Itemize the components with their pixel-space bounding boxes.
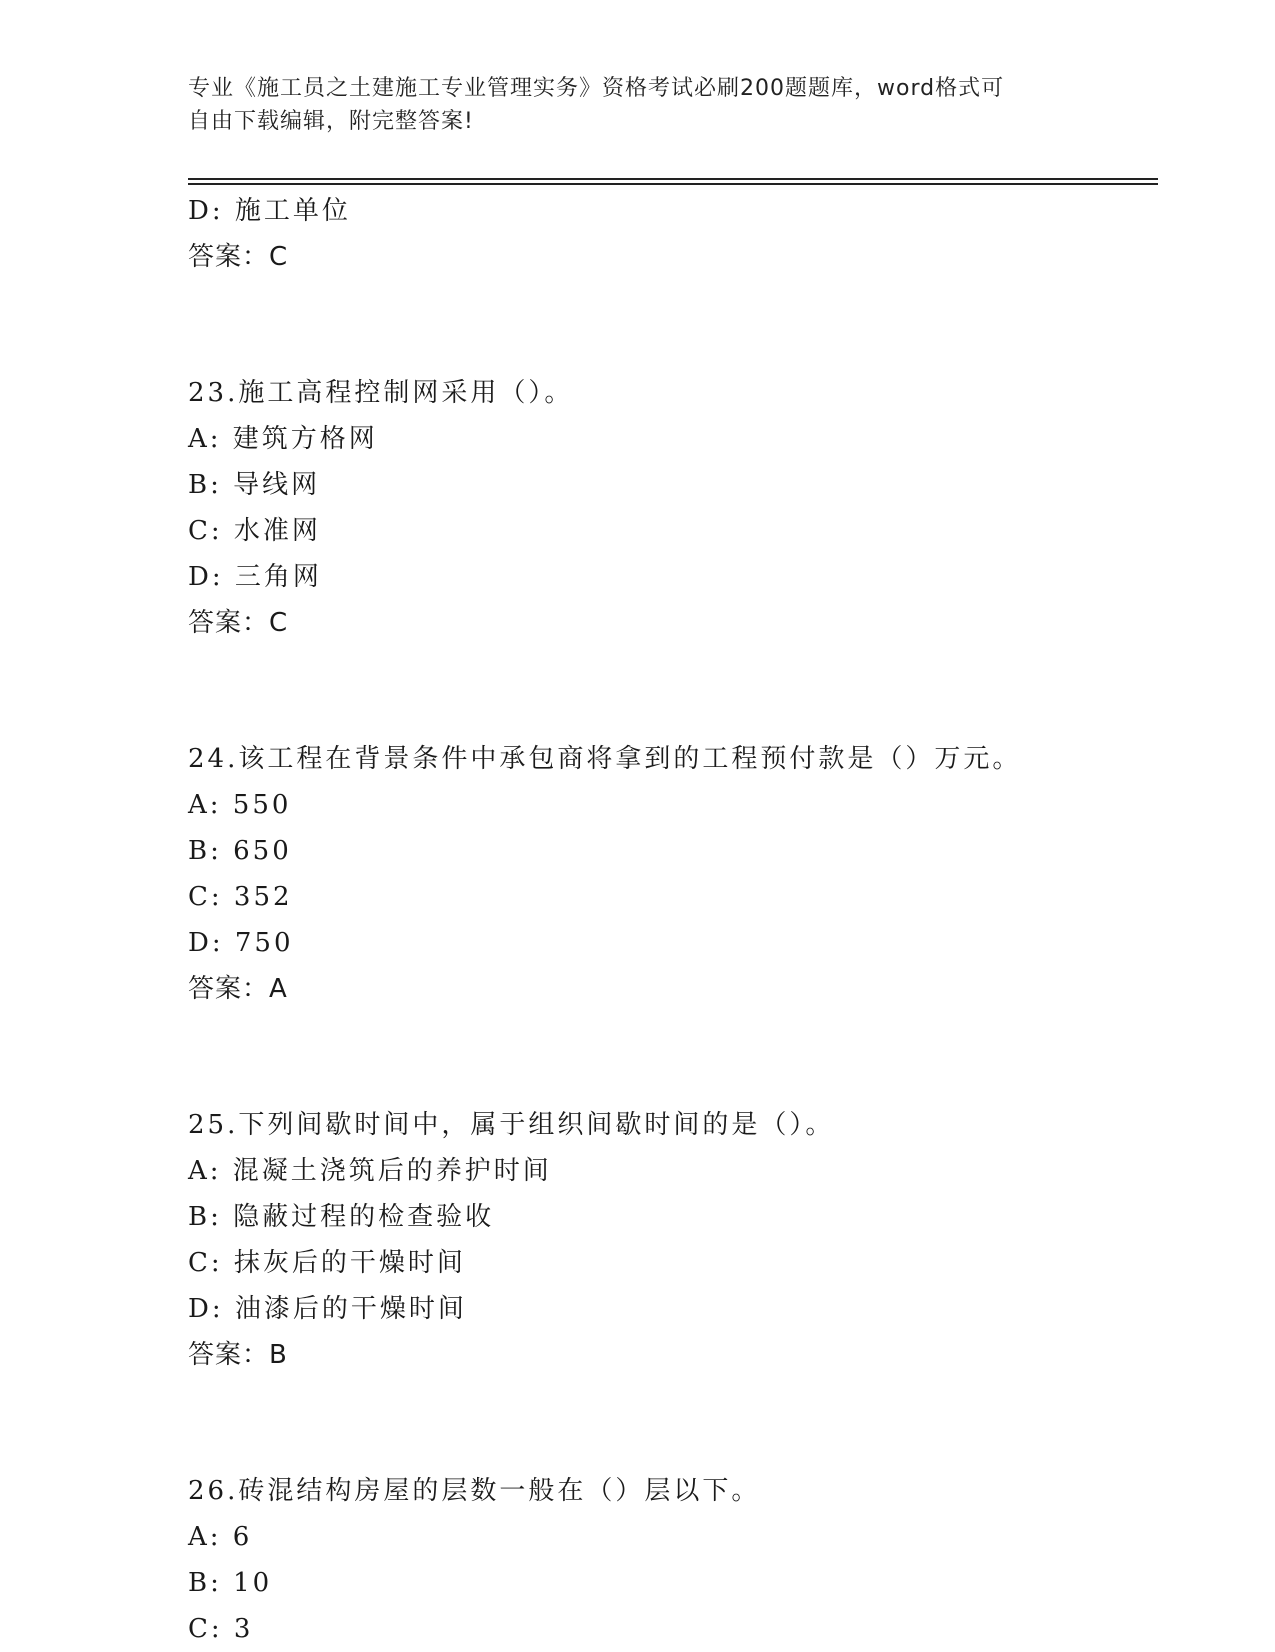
answer: 答案：B [188, 1340, 288, 1370]
option-a: A: 550 [188, 790, 292, 820]
question-text: 26.砖混结构房屋的层数一般在（）层以下。 [188, 1476, 761, 1506]
option-b: B: 隐蔽过程的检查验收 [188, 1202, 495, 1232]
answer: 答案：C [188, 242, 289, 272]
option-c: C: 352 [188, 882, 293, 912]
header-line-2: 自由下载编辑，附完整答案! [188, 109, 474, 134]
question-26 [188, 1468, 1188, 1652]
option-c: C: 水准网 [188, 516, 321, 546]
option-d: D: 油漆后的干燥时间 [188, 1294, 467, 1324]
header-divider-bottom [188, 183, 1158, 185]
option-a: A: 混凝土浇筑后的养护时间 [188, 1156, 552, 1186]
question-24 [188, 736, 1188, 1012]
answer: 答案：A [188, 974, 288, 1004]
option-b: B: 650 [188, 836, 292, 866]
option-b: B: 导线网 [188, 470, 321, 500]
option-a: A: 6 [188, 1522, 253, 1552]
option-c: C: 抹灰后的干燥时间 [188, 1248, 466, 1278]
question-text: 24.该工程在背景条件中承包商将拿到的工程预付款是（）万元。 [188, 744, 1022, 774]
question-text: 25.下列间歇时间中，属于组织间歇时间的是（）。 [188, 1110, 835, 1140]
option-c: C: 3 [188, 1614, 254, 1644]
question-23 [188, 370, 1188, 646]
answer: 答案：C [188, 608, 289, 638]
option-d: D: 三角网 [188, 562, 322, 592]
document-header [188, 72, 1088, 138]
document-body [188, 188, 1188, 1652]
question-22-tail [188, 188, 1188, 280]
option-a: A: 建筑方格网 [188, 424, 378, 454]
option-d: D: 750 [188, 928, 294, 958]
option-b: B: 10 [188, 1568, 273, 1598]
option-d: D: 施工单位 [188, 196, 351, 226]
header-divider-top [188, 178, 1158, 180]
question-25 [188, 1102, 1188, 1378]
question-text: 23.施工高程控制网采用（）。 [188, 378, 574, 408]
header-line-1: 专业《施工员之土建施工专业管理实务》资格考试必刷200题题库，word格式可 [188, 76, 1005, 101]
